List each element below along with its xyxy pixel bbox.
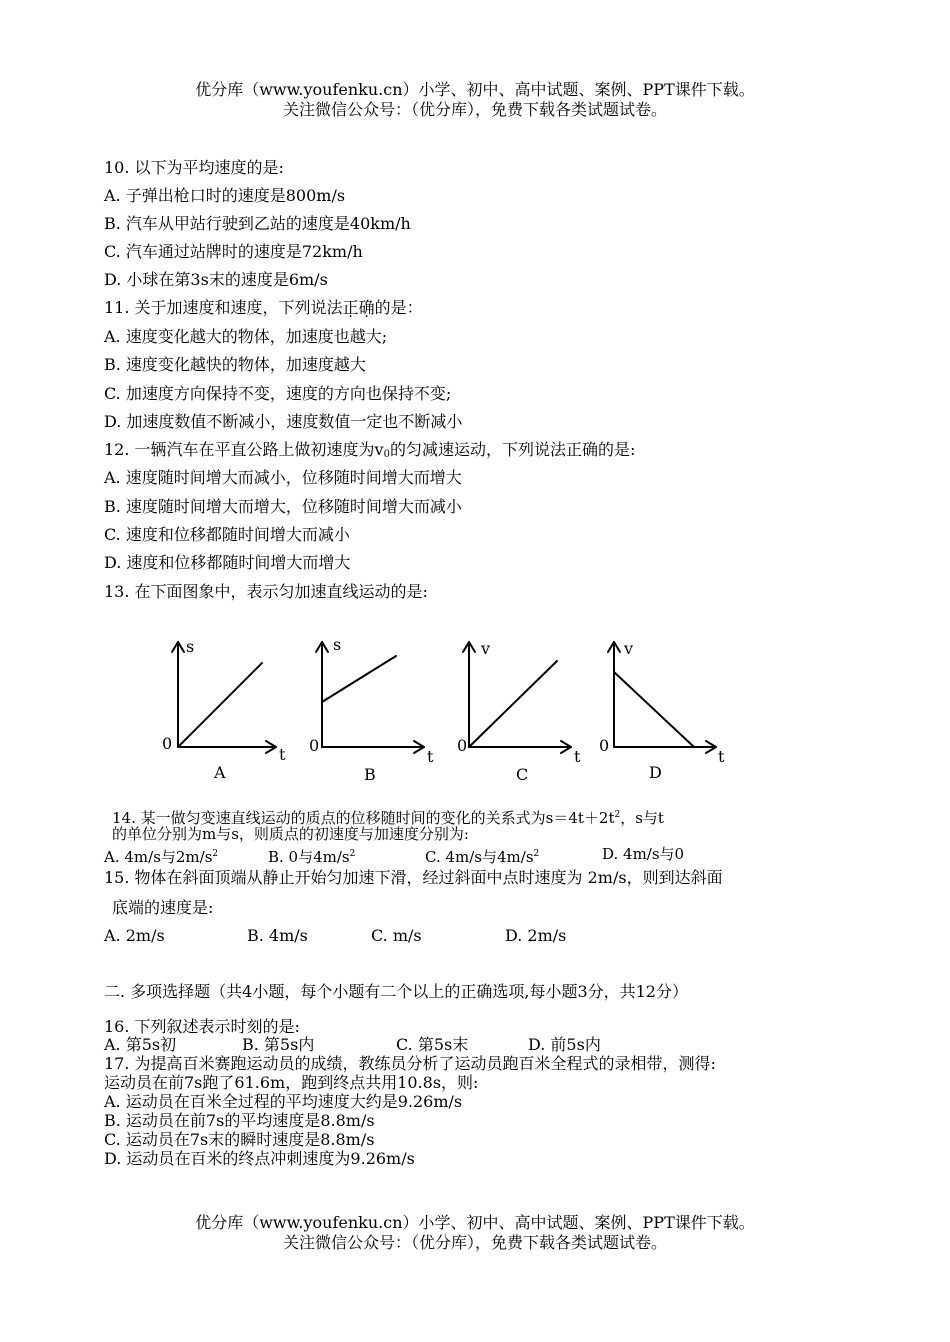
q12-option-b: B. 速度随时间增大而增大，位移随时间增大而减小 — [104, 497, 462, 516]
graph-a-ylabel: s — [186, 637, 195, 656]
q11-emphasis-1: 正 — [342, 298, 359, 317]
q11-emphasis-2: 确 — [358, 298, 375, 317]
q12-option-a: A. 速度随时间增大而减小，位移随时间增大而增大 — [104, 468, 462, 487]
q14-option-c — [425, 845, 539, 866]
graph-c-xlabel: t — [574, 747, 581, 766]
q11-option-a: A. 速度变化越大的物体，加速度也越大; — [104, 327, 388, 346]
q15-stem-line2: 底端的速度是: — [112, 898, 214, 917]
q12-stem — [104, 439, 635, 466]
q14-stem-end: ，s与t — [620, 809, 664, 827]
graph-a-line — [178, 663, 262, 747]
q12-stem-text: 12. 一辆汽车在平直公路上做初速度为v — [104, 440, 384, 459]
q17-option-b: B. 运动员在前7s的平均速度是8.8m/s — [104, 1111, 375, 1130]
q11-option-d: D. 加速度数值不断减小，速度数值一定也不断减小 — [104, 412, 463, 431]
q11-stem-text: 11. 关于加速度和速度，下列说法 — [104, 298, 343, 317]
q15-option-a: A. 2m/s — [104, 926, 165, 945]
q11-option-b: B. 速度变化越快的物体，加速度越大 — [104, 355, 366, 374]
q14-stem-sup: 2 — [614, 810, 621, 820]
q13-graphs — [0, 620, 950, 795]
page-header-line1: 优分库（www.youfenku.cn）小学、初中、高中试题、案例、PPT课件下载。 — [195, 80, 755, 99]
q10-option-c: C. 汽车通过站牌时的速度是72km/h — [104, 242, 363, 261]
q12-stem-end: 的匀减速运动，下列说法正确的是: — [389, 440, 636, 459]
q15-option-d: D. 2m/s — [505, 926, 567, 945]
graph-d-ylabel: v — [624, 639, 634, 658]
graph-d-origin: 0 — [599, 736, 610, 755]
q14-option-c-text: C. 4m/s与4m/s — [425, 848, 534, 866]
q14-option-a-sup: 2 — [212, 849, 219, 859]
q17-option-a: A. 运动员在百米全过程的平均速度大约是9.26m/s — [104, 1092, 463, 1111]
graph-d-letter: D — [649, 763, 662, 782]
q14-option-a-text: A. 4m/s与2m/s — [104, 848, 213, 866]
q14-stem-line1 — [112, 806, 664, 827]
q15-option-c: C. m/s — [371, 926, 422, 945]
q11-stem — [104, 297, 423, 319]
graph-a-xlabel: t — [279, 745, 286, 764]
graph-b-letter: B — [364, 765, 376, 784]
q14-option-b-sup: 2 — [349, 849, 356, 859]
q10-option-d: D. 小球在第3s末的速度是6m/s — [104, 270, 328, 289]
graph-b-xlabel: t — [427, 747, 434, 766]
q16-option-b: B. 第5s内 — [242, 1035, 315, 1054]
graph-c-line — [469, 661, 557, 747]
q17-stem-line1: 17. 为提高百米赛跑运动员的成绩，教练员分析了运动员跑百米全程式的录相带，测得: — [104, 1054, 716, 1073]
page-footer-line2: 关注微信公众号：（优分库），免费下载各类试题试卷。 — [282, 1233, 667, 1252]
q14-stem-text: 14. 某一做匀变速直线运动的质点的位移随时间的变化的关系式为s＝4t＋2t — [112, 809, 615, 827]
graph-d-axes — [608, 642, 716, 753]
graph-b-ylabel: s — [333, 635, 342, 654]
q12-option-c: C. 速度和位移都随时间增大而减小 — [104, 525, 350, 544]
q12-option-d: D. 速度和位移都随时间增大而增大 — [104, 553, 351, 572]
q11-stem-end: 的是： — [374, 298, 423, 317]
graph-c-origin: 0 — [457, 736, 468, 755]
q14-option-c-sup: 2 — [533, 849, 540, 859]
q15-stem-line1: 15. 物体在斜面顶端从静止开始匀加速下滑，经过斜面中点时速度为 2m/s，则到达斜面 — [104, 868, 723, 887]
graph-b-line — [322, 656, 396, 702]
q10-option-b: B. 汽车从甲站行驶到乙站的速度是40km/h — [104, 214, 411, 233]
q17-option-c: C. 运动员在7s末的瞬时速度是8.8m/s — [104, 1130, 375, 1149]
page-header-line2: 关注微信公众号：（优分库），免费下载各类试题试卷。 — [282, 100, 667, 119]
graph-b-origin: 0 — [309, 736, 320, 755]
q14-option-d: D. 4m/s与0 — [602, 845, 685, 863]
q15-option-b: B. 4m/s — [247, 926, 308, 945]
q17-stem-line2: 运动员在前7s跑了61.6m，跑到终点共用10.8s，则: — [104, 1073, 479, 1092]
graph-d-xlabel: t — [718, 747, 725, 766]
graph-b-axes — [316, 642, 424, 753]
q16-option-a: A. 第5s初 — [104, 1035, 177, 1054]
q16-option-c: C. 第5s末 — [396, 1035, 469, 1054]
q11-option-c: C. 加速度方向保持不变，速度的方向也保持不变; — [104, 384, 452, 403]
graph-a-origin: 0 — [162, 734, 173, 753]
graph-c-letter: C — [516, 765, 529, 784]
graph-c-ylabel: v — [481, 639, 491, 658]
q14-option-a — [104, 845, 218, 866]
section2-title: 二. 多项选择题（共4小题，每个小题有二个以上的正确选项,每小题3分，共12分） — [104, 982, 688, 1001]
q14-option-b — [268, 845, 355, 866]
q17-option-d: D. 运动员在百米的终点冲刺速度为9.26m/s — [104, 1149, 415, 1168]
q13-stem: 13. 在下面图象中，表示匀加速直线运动的是: — [104, 582, 428, 601]
q10-option-a: A. 子弹出枪口时的速度是800m/s — [104, 186, 346, 205]
q12-subscript: 0 — [383, 449, 390, 460]
page-footer-line1: 优分库（www.youfenku.cn）小学、初中、高中试题、案例、PPT课件下载。 — [195, 1213, 755, 1232]
q14-option-b-text: B. 0与4m/s — [268, 848, 350, 866]
q16-stem: 16. 下列叙述表示时刻的是: — [104, 1017, 300, 1036]
q16-option-d: D. 前5s内 — [528, 1035, 601, 1054]
q14-stem-line2: 的单位分别为m与s，则质点的初速度与加速度分别为: — [112, 825, 469, 843]
q10-stem: 10. 以下为平均速度的是: — [104, 158, 284, 177]
graph-a-letter: A — [214, 763, 226, 782]
graph-d-line — [614, 672, 694, 747]
